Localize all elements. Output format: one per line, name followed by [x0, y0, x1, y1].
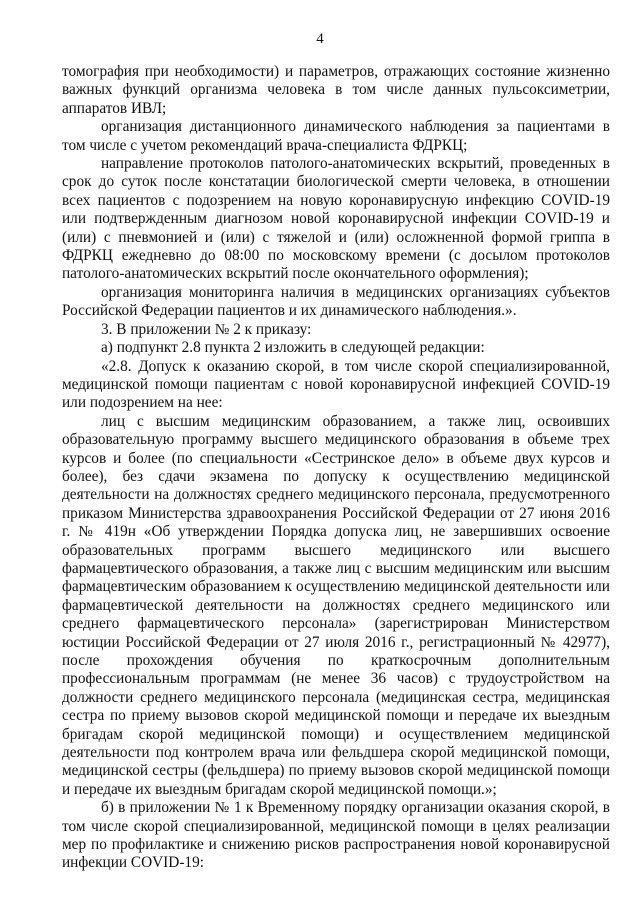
paragraph-4: организация мониторинга наличия в медицинских организациях субъектов Российской Федерации пациентов и их динамического наблюдения.». — [62, 283, 610, 320]
paragraph-1: томография при необходимости) и параметров, отражающих состояние жизненно важных функций организма человека в том числе данных пульсоксиметрии, аппаратов ИВЛ; — [62, 63, 610, 117]
paragraph-9: б) в приложении № 1 к Временному порядку организации оказания скорой, в том числе скорой специализированной, медицинской помощи в целях реализации мер по профилактике и снижению рисков распространения новой коронавирусной инфекции COVID-19: — [62, 799, 610, 872]
paragraph-5: 3. В приложении № 2 к приказу: — [101, 320, 312, 338]
paragraph-6: а) подпункт 2.8 пункта 2 изложить в следующей редакции: — [101, 339, 485, 357]
paragraph-3: направление протоколов патолого-анатомических вскрытий, проведенных в срок до суток после констатации биологической смерти человека, в отношении всех пациентов с подозрением на новую коронавирусную инфекцию COVID-19 или подтвержденным диагнозом новой коронавирусной инфекции COVID-19 и (или) с пневмонией и (или) с тяжелой и (или) осложненной формой гриппа в ФДРКЦ ежедневно до 08:00 по московскому времени (с досылом протоколов патолого-анатомических вскрытий после окончательного оформления); — [62, 155, 610, 283]
document-body — [62, 63, 610, 873]
paragraph-2: организация дистанционного динамического наблюдения за пациентами в том числе с учетом рекомендаций врача-специалиста ФДРКЦ; — [62, 118, 610, 154]
page-number: 4 — [316, 31, 324, 47]
paragraph-7: «2.8. Допуск к оказанию скорой, в том числе скорой специализированной, медицинской помощи пациентам с новой коронавирусной инфекцией COVID-19 или подозрением на нее: — [62, 357, 610, 412]
paragraph-8: лиц с высшим медицинским образованием, а также лиц, освоивших образовательную программу высшего медицинского образования в объеме трех курсов и более (по специальности «Сестринское дело» в объеме двух курсов и более), без сдачи экзамена по допуску к осуществлению медицинской деятельности на должностях среднего медицинского персонала, предусмотренного приказом Министерства здравоохранения Российской Федерации от 27 июня 2016 г. № 419н «Об утверждении Порядка допуска лиц, не завершивших освоение образовательных программ высшего медицинского или высшего фармацевтического образования, а также лиц с высшим медицинским или высшим фармацевтическим образованием к осуществлению медицинской деятельности или фармацевтической деятельности на должностях среднего медицинского или среднего фармацевтического персонала» (зарегистрирован Министерством юстиции Российской Федерации от 27 июля 2016 г., регистрационный № 42977), после прохождения обучения по краткосрочным дополнительным профессиональным программам (не менее 36 часов) с трудоустройством на должности среднего медицинского персонала (медицинская сестра, медицинская сестра по приему вызовов скорой медицинской помощи и передаче их выездным бригадам скорой медицинской помощи) и осуществлением медицинской деятельности под контролем врача или фельдшера скорой медицинской помощи, медицинской сестры (фельдшера) по приему вызовов скорой медицинской помощи и передаче их выездным бригадам скорой медицинской помощи.»; — [62, 412, 610, 798]
